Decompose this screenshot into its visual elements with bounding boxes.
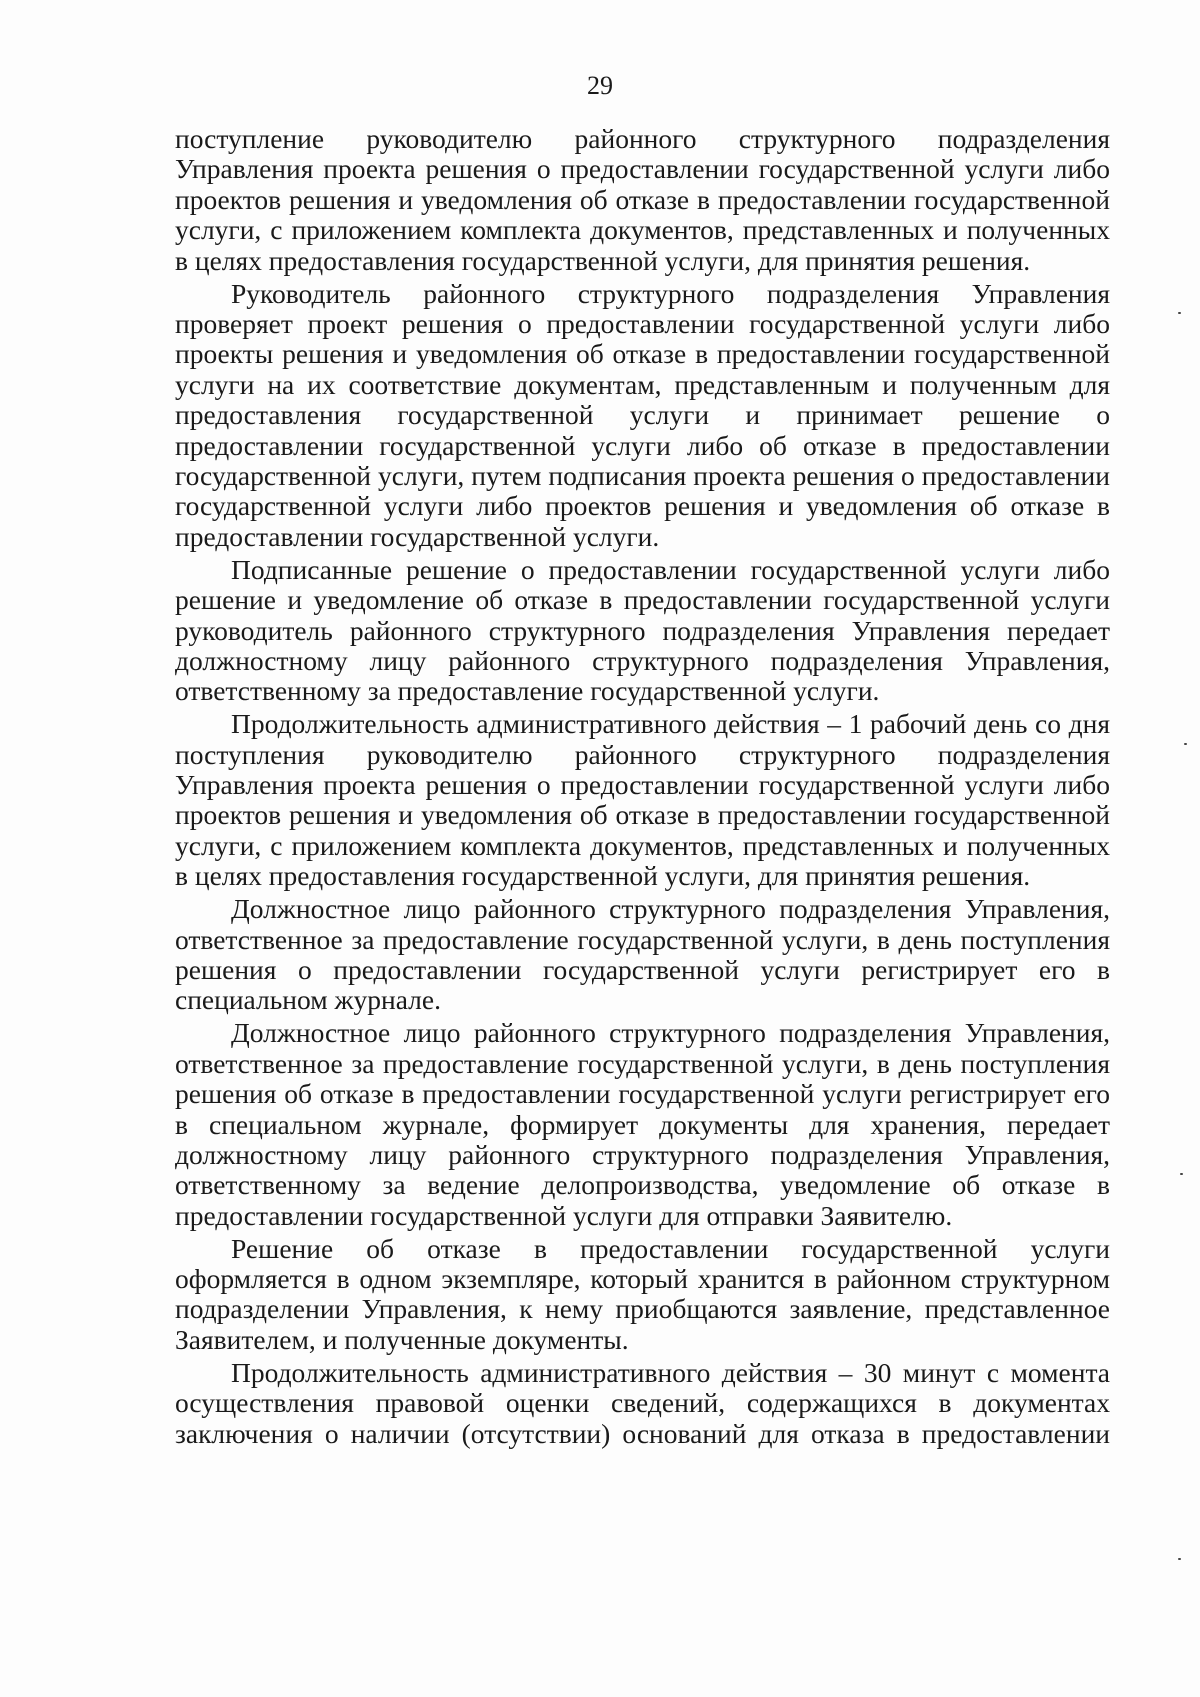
paragraph-1: поступление руководителю районного структурного подразделения Управления проекта решения о предоставлении государственной услуги либо проектов решения и уведомления об отказе в предоставлении государственной услуги, с приложением комплекта документов, представленных и полученных в целях предоставления государственной услуги, для принятия решения. xyxy=(175,123,1110,276)
scan-speck xyxy=(1184,743,1187,745)
paragraph-2: Руководитель районного структурного подразделения Управления проверяет проект решения о предоставлении государственной услуги либо проекты решения и уведомления об отказе в предоставлении государственной услуги на их соответствие документам, представленным и полученным для предоставления государственной услуги и принимает решение о предоставлении государственной услуги либо об отказе в предоставлении государственной услуги, путем подписания проекта решения о предоставлении государственной услуги либо проектов решения и уведомления об отказе в предоставлении государственной услуги. xyxy=(175,277,1110,552)
paragraph-3: Подписанные решение о предоставлении государственной услуги либо решение и уведомление об отказе в предоставлении государственной услуги руководитель районного структурного подразделения Управления передает должностному лицу районного структурного подразделения Управления, ответственному за предоставление государственной услуги. xyxy=(175,553,1110,707)
scan-speck xyxy=(1180,1173,1183,1175)
scan-speck xyxy=(1178,1558,1181,1560)
paragraph-4: Продолжительность административного действия – 1 рабочий день со дня поступления руководителю районного структурного подразделения Управления проекта решения о предоставлении государственной услуги либо проектов решения и уведомления об отказе в предоставлении государственной услуги, с приложением комплекта документов, представленных и полученных в целях предоставления государственной услуги, для принятия решения. xyxy=(175,708,1110,892)
page-number: 29 xyxy=(587,71,613,100)
scan-speck xyxy=(1178,312,1181,314)
document-body xyxy=(175,124,1110,1451)
paragraph-8: Продолжительность административного действия – 30 минут с момента осуществления правовой оценки сведений, содержащихся в документах заключения о наличии (отсутствии) оснований для отказа в предоставлении xyxy=(175,1356,1110,1449)
paragraph-5: Должностное лицо районного структурного подразделения Управления, ответственное за предоставление государственной услуги, в день поступления решения о предоставлении государственной услуги регистрирует его в специальном журнале. xyxy=(175,893,1110,1016)
paragraph-7: Решение об отказе в предоставлении государственной услуги оформляется в одном экземпляре, который хранится в районном структурном подразделении Управления, к нему приобщаются заявление, представленное Заявителем, и полученные документы. xyxy=(175,1232,1110,1355)
paragraph-6: Должностное лицо районного структурного подразделения Управления, ответственное за предоставление государственной услуги, в день поступления решения об отказе в предоставлении государственной услуги регистрирует его в специальном журнале, формирует документы для хранения, передает должностному лицу районного структурного подразделения Управления, ответственному за ведение делопроизводства, уведомление об отказе в предоставлении государственной услуги для отправки Заявителю. xyxy=(175,1017,1110,1231)
